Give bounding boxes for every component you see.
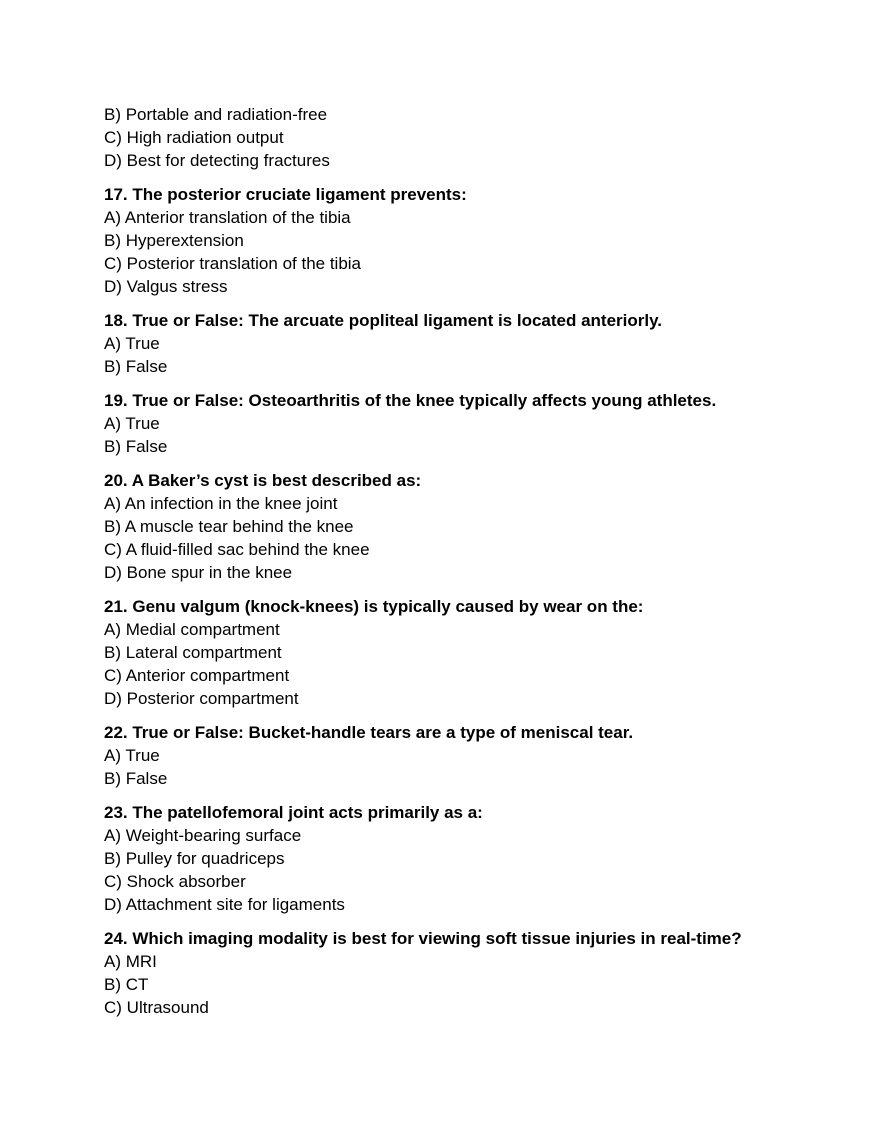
question-22: [104, 721, 844, 790]
option: A) Weight-bearing surface: [104, 826, 302, 845]
option: C) A fluid-filled sac behind the knee: [104, 540, 370, 559]
option: A) True: [104, 746, 160, 765]
question-text: 20. A Baker’s cyst is best described as:: [104, 471, 422, 490]
question-24: [104, 927, 844, 1019]
option: A) True: [104, 414, 160, 433]
option: D) Valgus stress: [104, 277, 228, 296]
option: B) Lateral compartment: [104, 643, 282, 662]
question-text: 24. Which imaging modality is best for viewing soft tissue injuries in real-time?: [104, 929, 742, 948]
question-23: [104, 801, 844, 916]
question-text: 23. The patellofemoral joint acts primarily as a:: [104, 803, 483, 822]
question-text: 21. Genu valgum (knock-knees) is typically caused by wear on the:: [104, 597, 644, 616]
option: D) Posterior compartment: [104, 689, 299, 708]
option: A) Medial compartment: [104, 620, 280, 639]
question-text: 22. True or False: Bucket-handle tears are a type of meniscal tear.: [104, 723, 634, 742]
option: B) Hyperextension: [104, 231, 244, 250]
option: A) True: [104, 334, 160, 353]
option: B) Portable and radiation-free: [104, 105, 328, 124]
question-18: [104, 309, 844, 378]
question-text: 18. True or False: The arcuate popliteal ligament is located anteriorly.: [104, 311, 663, 330]
question-17: [104, 183, 844, 298]
option: A) MRI: [104, 952, 157, 971]
option: A) Anterior translation of the tibia: [104, 208, 351, 227]
option: C) Anterior compartment: [104, 666, 290, 685]
option: C) Ultrasound: [104, 998, 209, 1017]
option: D) Best for detecting fractures: [104, 151, 330, 170]
question-20: [104, 469, 844, 584]
question-19: [104, 389, 844, 458]
question-text: 19. True or False: Osteoarthritis of the knee typically affects young athletes.: [104, 391, 717, 410]
option: B) A muscle tear behind the knee: [104, 517, 354, 536]
option: B) Pulley for quadriceps: [104, 849, 285, 868]
option: D) Attachment site for ligaments: [104, 895, 345, 914]
option: C) High radiation output: [104, 128, 284, 147]
option: C) Posterior translation of the tibia: [104, 254, 362, 273]
option: B) False: [104, 769, 168, 788]
question-21: [104, 595, 844, 710]
question-text: 17. The posterior cruciate ligament prevents:: [104, 185, 467, 204]
option: B) False: [104, 357, 168, 376]
document-page: [104, 103, 844, 1019]
option: B) CT: [104, 975, 149, 994]
option: C) Shock absorber: [104, 872, 246, 891]
option: B) False: [104, 437, 168, 456]
question-16-continued-options: [104, 103, 844, 172]
option: A) An infection in the knee joint: [104, 494, 338, 513]
option: D) Bone spur in the knee: [104, 563, 293, 582]
